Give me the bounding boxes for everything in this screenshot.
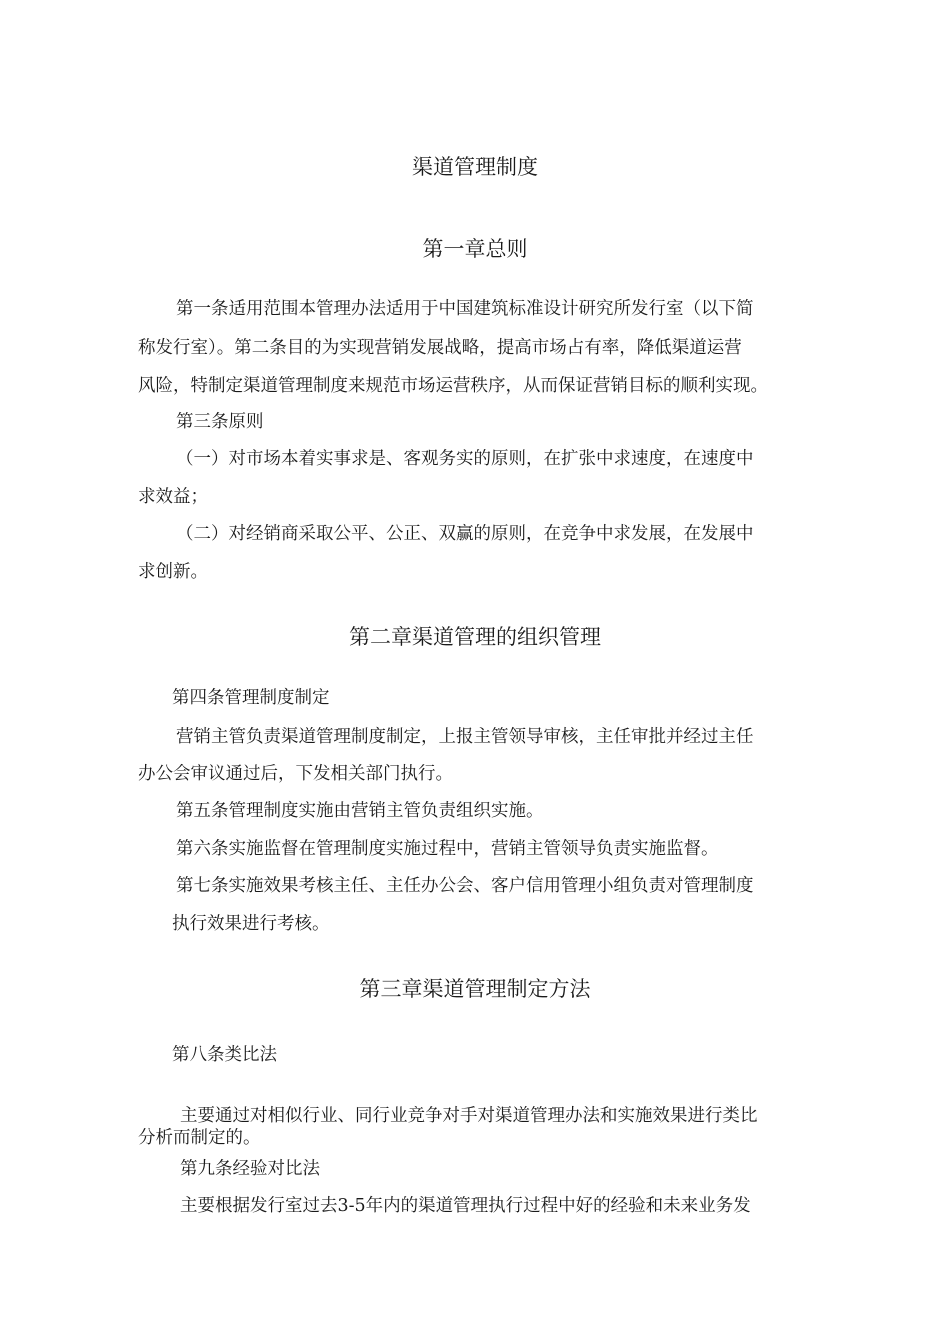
article-8-title: 第八条类比法 — [172, 1045, 277, 1065]
article-1-line-2: 称发行室）。第二条目的为实现营销发展战略，提高市场占有率，降低渠道运营 — [138, 338, 742, 358]
article-4-line-1: 营销主管负责渠道管理制度制定，上报主管领导审核，主任审批并经过主任 — [176, 727, 754, 747]
principle-2-line-1: （二）对经销商采取公平、公正、双赢的原则，在竞争中求发展，在发展中 — [176, 524, 754, 544]
principle-2-line-2: 求创新。 — [138, 562, 208, 582]
article-8-line-2: 分析而制定的。 — [138, 1128, 261, 1148]
article-1-line-3: 风险，特制定渠道管理制度来规范市场运营秩序，从而保证营销目标的顺利实现。 — [138, 376, 768, 396]
article-8-line-1: 主要通过对相似行业、同行业竞争对手对渠道管理办法和实施效果进行类比 — [180, 1106, 758, 1126]
article-9-title: 第九条经验对比法 — [180, 1159, 320, 1179]
article-7-line-1: 第七条实施效果考核主任、主任办公会、客户信用管理小组负责对管理制度 — [176, 876, 754, 896]
article-1-line-1: 第一条适用范围本管理办法适用于中国建筑标准设计研究所发行室（以下简 — [176, 299, 754, 319]
chapter-2-heading: 第二章渠道管理的组织管理 — [349, 625, 601, 649]
principle-1-line-2: 求效益； — [138, 487, 208, 507]
article-4-line-2: 办公会审议通过后，下发相关部门执行。 — [138, 764, 453, 784]
chapter-3-heading: 第三章渠道管理制定方法 — [359, 977, 591, 1001]
principle-1-line-1: （一）对市场本着实事求是、客观务实的原则，在扩张中求速度，在速度中 — [176, 449, 754, 469]
chapter-1-heading: 第一章总则 — [422, 237, 528, 261]
article-4-title: 第四条管理制度制定 — [172, 688, 330, 708]
article-6: 第六条实施监督在管理制度实施过程中，营销主管领导负责实施监督。 — [176, 839, 719, 859]
document-title: 渠道管理制度 — [412, 155, 538, 179]
article-5: 第五条管理制度实施由营销主管负责组织实施。 — [176, 801, 544, 821]
article-7-line-2: 执行效果进行考核。 — [172, 914, 330, 934]
article-3-title: 第三条原则 — [176, 412, 264, 432]
article-9-line-1: 主要根据发行室过去3-5年内的渠道管理执行过程中好的经验和未来业务发 — [180, 1196, 751, 1216]
